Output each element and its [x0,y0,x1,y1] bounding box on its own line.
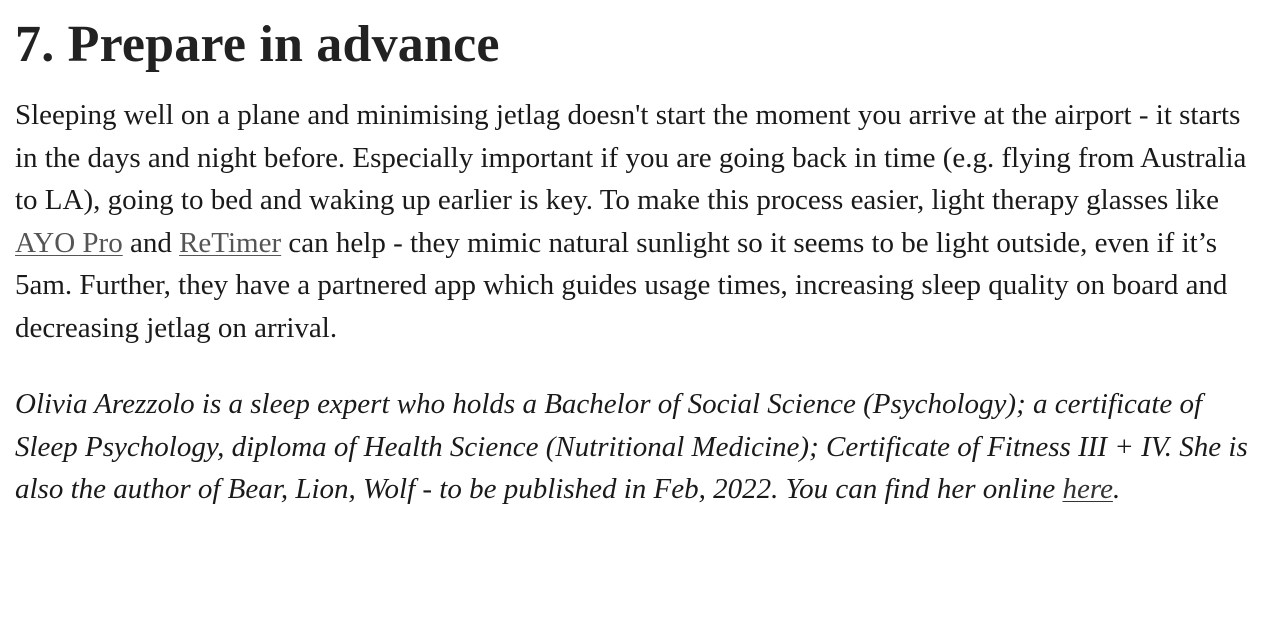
paragraph-text: can help - they mimic natural sunlight so it seems to be light outside, even if it’s 5am. Further, they have a partnered app which guides usage times, increasing sleep quality on board and decreasing jetlag on arrival. [15,226,1228,344]
author-bio-text: . [1112,473,1121,505]
paragraph-text: and [122,226,180,259]
paragraph-text: Sleeping well on a plane and minimising jetlag doesn't start the moment you arrive at the airport - it starts in the days and night before. Especially important if you are going back in time (e.g. flying from Australia to LA), going to bed and waking up earlier is key. To make this process easier, light therapy glasses like [15,99,1247,216]
author-bio [15,383,1265,511]
ayo-pro-link[interactable]: AYO Pro [15,226,123,259]
section-paragraph [15,94,1265,349]
section-heading: 7. Prepare in advance [15,16,500,73]
retimer-link[interactable]: ReTimer [179,226,282,259]
author-bio-text: Olivia Arezzolo is a sleep expert who holds a Bachelor of Social Science (Psychology); a certificate of Sleep Psychology, diploma of Health Science (Nutritional Medicine); Certificate of Fitness III + IV. She is also the author of Bear, Lion, Wolf - to be published in Feb, 2022. You can find her online [15,388,1248,505]
author-online-link[interactable]: here [1062,473,1113,505]
article-content [15,14,1265,511]
